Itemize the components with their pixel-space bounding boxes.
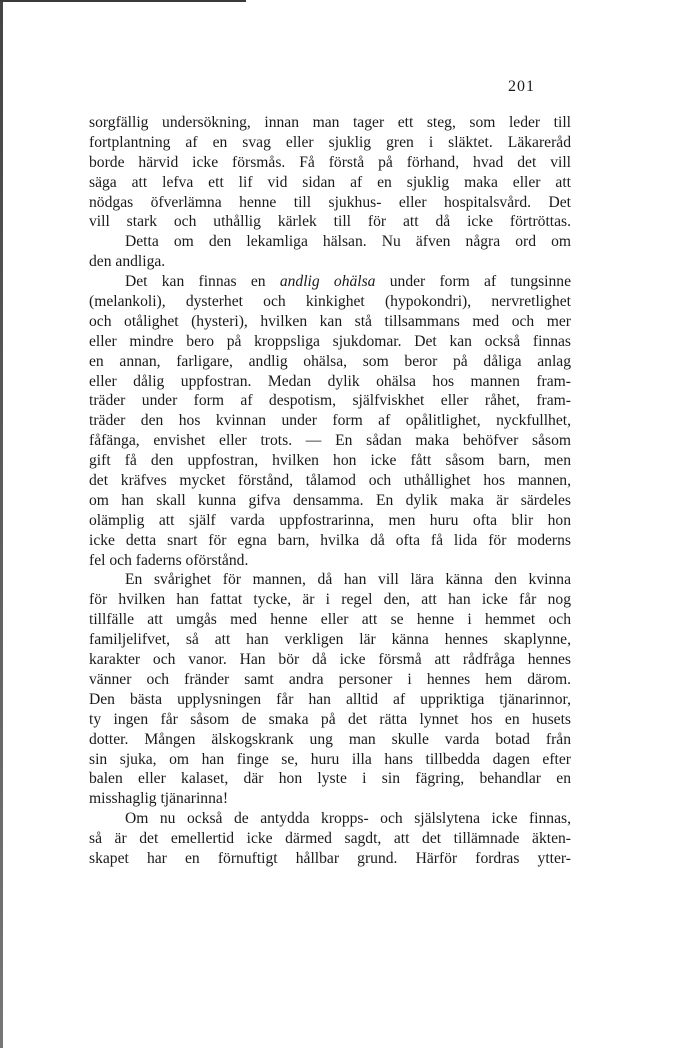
text-line: karakter och vanor. Han bör då icke försmå att rådfråga hennes [89, 651, 571, 669]
text-line: den andliga. [89, 253, 166, 271]
emphasized-phrase: andlig ohälsa [279, 273, 376, 291]
text-line: En svårighet för mannen, då han vill lära känna den kvinna [125, 571, 571, 589]
text-line: en annan, farligare, andlig ohälsa, som beror på dåliga anlag [89, 352, 571, 370]
text-line: om han skall kunna gifva densamma. En dylik maka är särdeles [89, 491, 571, 509]
text-line: fåfänga, envishet eller trots. — En sådan maka behöfver såsom [89, 432, 571, 450]
text-line: balen eller kalaset, där hon lyste i sin fägring, behandlar en [89, 770, 571, 788]
text-line: ty ingen får såsom de smaka på det rätta lynnet hos en husets [89, 710, 571, 728]
text-line: nödgas öfverlämna henne till sjukhus- eller hospitalsvård. Det [89, 193, 571, 211]
text-line: Detta om den lekamliga hälsan. Nu äfven några ord om [125, 233, 571, 251]
text-line: gift få den uppfostran, hvilken hon icke fått såsom barn, men [89, 452, 571, 470]
text-line: så är det emellertid icke därmed sagdt, att det tillämnade äkten- [89, 830, 571, 848]
text-line: vänner och fränder samt andra personer i hennes hem därom. [89, 670, 571, 688]
text-line: fel och faderns oförstånd. [89, 551, 249, 569]
text-line: misshaglig tjänarinna! [89, 790, 229, 808]
text-line: säga att lefva ett lif vid sidan af en sjuklig maka eller att [89, 173, 571, 191]
text-line: det kräfves mycket förstånd, tålamod och uthållighet hos mannen, [89, 472, 571, 490]
text-line: för hvilken han fattat tycke, är i regel den, att han icke får nog [89, 591, 571, 609]
text-line: borde härvid icke försmås. Få förstå på förhand, hvad det vill [89, 153, 571, 171]
text-line-part: under form af tungsinne [375, 273, 571, 291]
text-line: dotter. Mången älskogskrank ung man skulle varda botad från [89, 730, 571, 748]
text-line: träder under form af despotism, själfviskhet eller råhet, fram- [89, 392, 571, 410]
text-line: Den bästa upplysningen får han alltid af uppriktiga tjänarinnor, [89, 690, 571, 708]
text-line: och otålighet (hysteri), hvilken kan stå tillsammans med och mer [89, 312, 571, 330]
text-line: eller dålig uppfostran. Medan dylik ohälsa hos mannen fram- [89, 372, 571, 390]
text-line: icke detta snart för egna barn, hvilka då ofta få lida för moderns [89, 531, 571, 549]
text-line: skapet har en förnuftigt hållbar grund. Härför fordras ytter- [89, 849, 571, 867]
text-line [89, 272, 571, 292]
text-line: olämplig att själf varda uppfostrarinna, men huru ofta blir hon [89, 511, 571, 529]
text-line: (melankoli), dysterhet och kinkighet (hypokondri), nervretlighet [89, 293, 571, 311]
text-line: sin sjuka, om han finge se, huru illa hans tillbedda dagen efter [89, 750, 571, 768]
text-line: Om nu också de antydda kropps- och själslytena icke finnas, [125, 810, 571, 828]
text-line: eller mindre bero på kroppsliga sjukdomar. Det kan också finnas [89, 332, 571, 350]
text-line: vill stark och uthållig kärlek till för att då icke förtröttas. [89, 213, 571, 231]
text-line: sorgfällig undersökning, innan man tager ett steg, som leder till [89, 114, 571, 131]
page-number: 201 [508, 78, 535, 95]
body-text [89, 113, 571, 869]
text-line: tillfälle att umgås med henne eller att se henne i hemmet och [89, 611, 571, 629]
text-line: träder den hos kvinnan under form af opålitlighet, nyckfullhet, [89, 412, 571, 430]
text-line: familjelifvet, så att han verkligen lär känna hennes skaplynne, [89, 631, 571, 649]
text-line-part: Det kan finnas en [125, 273, 280, 291]
text-line: fortplantning af en svag eller sjuklig gren i släktet. Läkareråd [89, 133, 571, 151]
